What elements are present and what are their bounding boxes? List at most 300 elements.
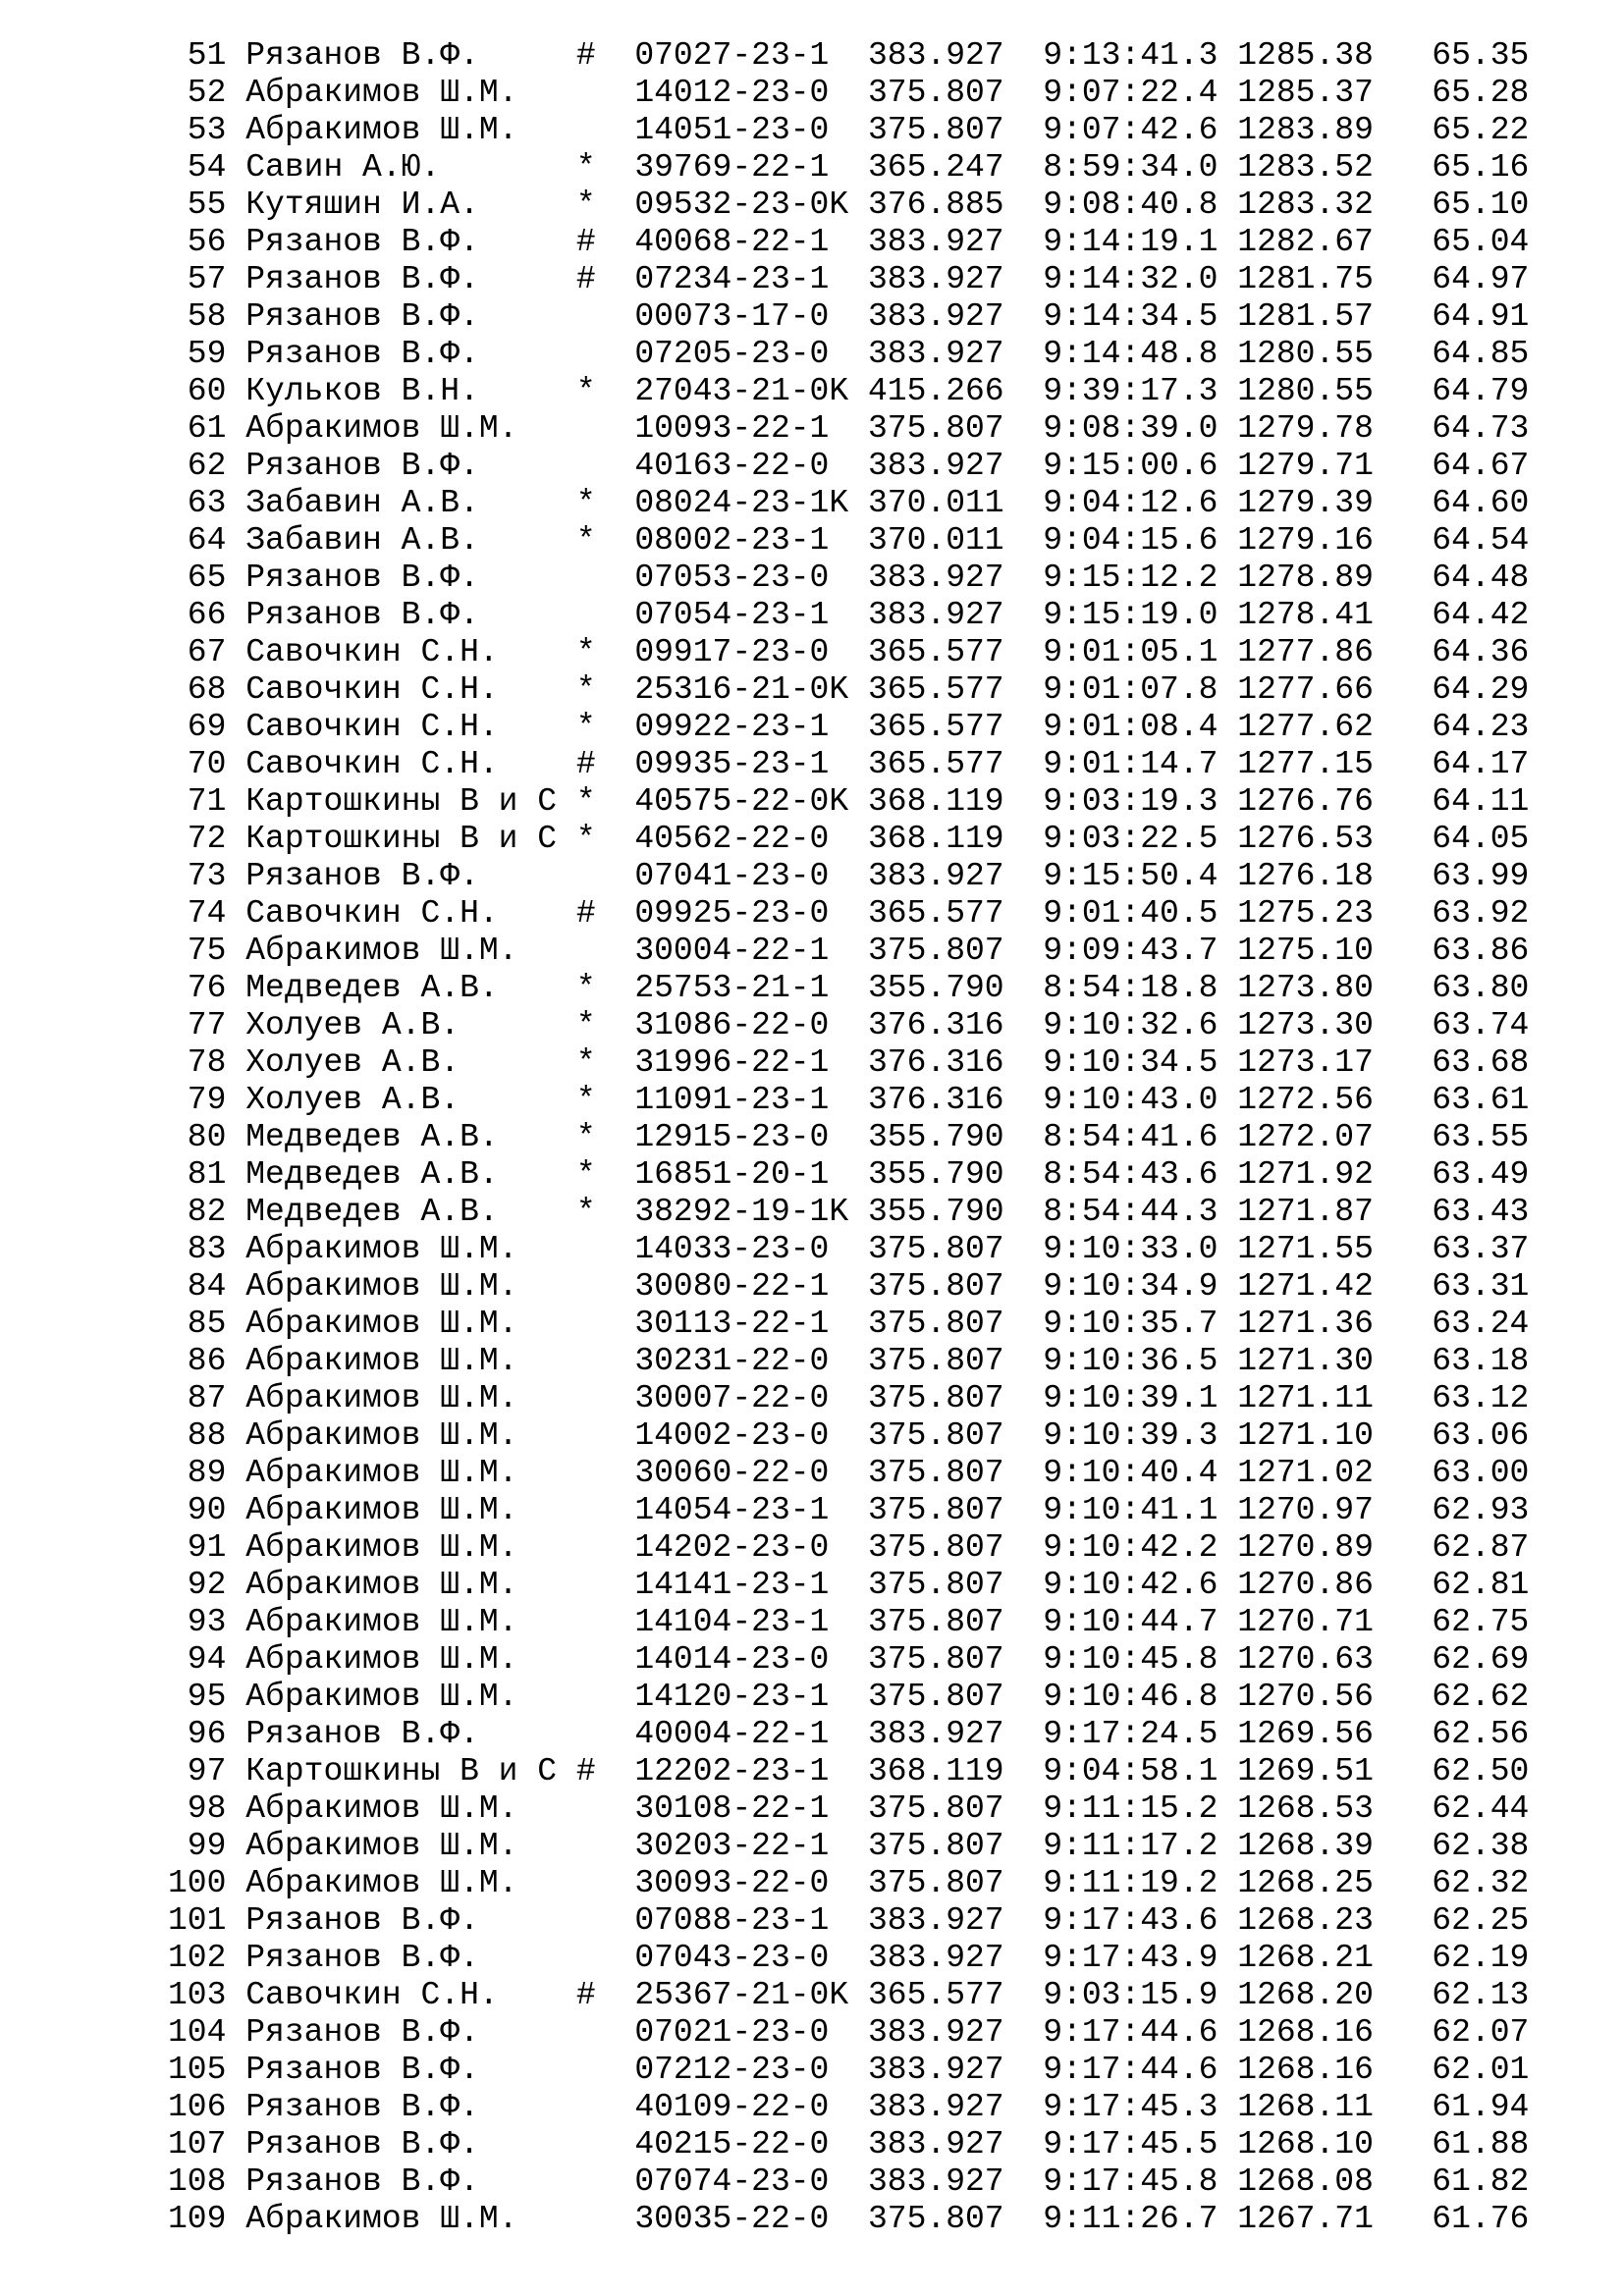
- cell-speed: 1277.66: [1237, 671, 1374, 708]
- table-row: [168, 858, 1529, 895]
- cell-distance: 375.807: [867, 1567, 1004, 1603]
- cell-mark: *: [575, 373, 596, 409]
- cell-distance: 368.119: [867, 821, 1004, 857]
- cell-distance: 375.807: [867, 1604, 1004, 1640]
- table-row: [168, 1194, 1529, 1231]
- table-row: [168, 1679, 1529, 1716]
- cell-distance: 375.807: [867, 1641, 1004, 1678]
- cell-ring: 30007-22-0: [634, 1380, 849, 1416]
- cell-time: 9:08:39.0: [1043, 410, 1218, 447]
- cell-mark: [576, 1417, 596, 1454]
- cell-place: 106: [168, 2089, 227, 2125]
- cell-speed: 1271.92: [1237, 1156, 1374, 1193]
- table-row: [168, 1306, 1529, 1343]
- cell-distance: 375.807: [867, 2201, 1004, 2237]
- table-row: [168, 112, 1529, 149]
- cell-place: 93: [168, 1604, 227, 1640]
- table-row: [168, 1343, 1529, 1380]
- cell-distance: 375.807: [867, 75, 1004, 111]
- cell-mark: #: [575, 261, 596, 297]
- cell-place: 85: [168, 1306, 227, 1342]
- cell-owner: Абракимов Ш.М.: [245, 2201, 558, 2237]
- cell-points: 64.67: [1412, 448, 1530, 484]
- table-row: [168, 2089, 1529, 2126]
- cell-owner: Картошкины В и С: [245, 783, 558, 820]
- table-row: [168, 970, 1529, 1007]
- cell-speed: 1268.20: [1237, 1977, 1374, 2013]
- cell-time: 9:15:50.4: [1043, 858, 1218, 894]
- cell-place: 78: [168, 1044, 227, 1081]
- cell-owner: Холуев А.В.: [245, 1082, 558, 1118]
- cell-points: 64.97: [1412, 261, 1530, 297]
- cell-distance: 383.927: [867, 597, 1004, 633]
- table-row: [168, 261, 1529, 298]
- cell-distance: 370.011: [867, 522, 1004, 559]
- cell-ring: 09925-23-0: [634, 895, 849, 932]
- cell-owner: Медведев А.В.: [245, 1119, 558, 1155]
- cell-time: 9:13:41.3: [1043, 37, 1218, 74]
- cell-mark: *: [575, 149, 596, 186]
- cell-place: 55: [168, 187, 227, 223]
- cell-distance: 383.927: [867, 1716, 1004, 1752]
- cell-owner: Савочкин С.Н.: [245, 634, 558, 670]
- cell-place: 79: [168, 1082, 227, 1118]
- cell-ring: 40068-22-1: [634, 224, 849, 260]
- table-row: [168, 1007, 1529, 1044]
- cell-speed: 1283.52: [1237, 149, 1374, 186]
- cell-points: 62.87: [1412, 1529, 1530, 1566]
- table-row: [168, 1529, 1529, 1567]
- cell-ring: 30060-22-0: [634, 1455, 849, 1491]
- cell-time: 9:39:17.3: [1043, 373, 1218, 409]
- table-row: [168, 298, 1529, 336]
- cell-time: 9:10:34.9: [1043, 1268, 1218, 1305]
- table-row: [168, 597, 1529, 634]
- cell-owner: Рязанов В.Ф.: [245, 2014, 558, 2051]
- cell-ring: 08024-23-1K: [634, 485, 849, 521]
- cell-time: 9:17:45.3: [1043, 2089, 1218, 2125]
- cell-mark: [576, 336, 596, 372]
- cell-distance: 375.807: [867, 1865, 1004, 1901]
- cell-mark: [576, 1679, 596, 1715]
- cell-distance: 383.927: [867, 2089, 1004, 2125]
- cell-speed: 1268.16: [1237, 2014, 1374, 2051]
- cell-mark: *: [575, 1007, 596, 1043]
- cell-distance: 383.927: [867, 2014, 1004, 2051]
- table-row: [168, 2201, 1529, 2238]
- cell-owner: Абракимов Ш.М.: [245, 1828, 558, 1864]
- cell-speed: 1268.53: [1237, 1790, 1374, 1827]
- table-row: [168, 1604, 1529, 1641]
- cell-points: 63.00: [1412, 1455, 1530, 1491]
- cell-owner: Рязанов В.Ф.: [245, 1716, 558, 1752]
- cell-distance: 383.927: [867, 560, 1004, 596]
- cell-points: 64.23: [1412, 709, 1530, 745]
- cell-place: 69: [168, 709, 227, 745]
- cell-ring: 25753-21-1: [634, 970, 849, 1006]
- cell-mark: *: [575, 1119, 596, 1155]
- cell-mark: #: [575, 895, 596, 932]
- cell-distance: 375.807: [867, 1679, 1004, 1715]
- cell-owner: Рязанов В.Ф.: [245, 336, 558, 372]
- cell-mark: [576, 2089, 596, 2125]
- cell-points: 64.54: [1412, 522, 1530, 559]
- cell-points: 64.60: [1412, 485, 1530, 521]
- cell-time: 8:54:43.6: [1043, 1156, 1218, 1193]
- table-row: [168, 1119, 1529, 1156]
- cell-time: 9:03:19.3: [1043, 783, 1218, 820]
- cell-speed: 1270.56: [1237, 1679, 1374, 1715]
- cell-ring: 16851-20-1: [634, 1156, 849, 1193]
- cell-distance: 376.885: [867, 187, 1004, 223]
- cell-distance: 383.927: [867, 1940, 1004, 1976]
- cell-mark: [576, 448, 596, 484]
- cell-owner: Абракимов Ш.М.: [245, 1641, 558, 1678]
- cell-owner: Абракимов Ш.М.: [245, 933, 558, 969]
- cell-distance: 383.927: [867, 1902, 1004, 1939]
- cell-points: 64.11: [1412, 783, 1530, 820]
- cell-place: 89: [168, 1455, 227, 1491]
- cell-points: 63.86: [1412, 933, 1530, 969]
- cell-mark: [576, 2126, 596, 2163]
- cell-time: 9:10:39.1: [1043, 1380, 1218, 1416]
- cell-speed: 1283.32: [1237, 187, 1374, 223]
- cell-speed: 1267.71: [1237, 2201, 1374, 2237]
- cell-time: 9:09:43.7: [1043, 933, 1218, 969]
- cell-distance: 376.316: [867, 1044, 1004, 1081]
- cell-distance: 375.807: [867, 410, 1004, 447]
- cell-distance: 375.807: [867, 1343, 1004, 1379]
- table-row: [168, 485, 1529, 522]
- cell-owner: Рязанов В.Ф.: [245, 224, 558, 260]
- cell-time: 9:17:45.8: [1043, 2163, 1218, 2200]
- cell-points: 65.04: [1412, 224, 1530, 260]
- cell-distance: 375.807: [867, 1455, 1004, 1491]
- cell-time: 9:04:15.6: [1043, 522, 1218, 559]
- cell-place: 103: [168, 1977, 227, 2013]
- cell-mark: #: [575, 37, 596, 74]
- cell-place: 96: [168, 1716, 227, 1752]
- cell-time: 9:04:12.6: [1043, 485, 1218, 521]
- cell-points: 63.12: [1412, 1380, 1530, 1416]
- cell-distance: 365.577: [867, 634, 1004, 670]
- cell-owner: Медведев А.В.: [245, 1194, 558, 1230]
- cell-mark: [576, 112, 596, 148]
- cell-distance: 365.247: [867, 149, 1004, 186]
- cell-time: 9:11:26.7: [1043, 2201, 1218, 2237]
- cell-points: 63.18: [1412, 1343, 1530, 1379]
- cell-speed: 1277.86: [1237, 634, 1374, 670]
- cell-time: 9:14:32.0: [1043, 261, 1218, 297]
- cell-speed: 1273.17: [1237, 1044, 1374, 1081]
- cell-place: 102: [168, 1940, 227, 1976]
- cell-ring: 08002-23-1: [634, 522, 849, 559]
- cell-owner: Забавин А.В.: [245, 522, 558, 559]
- cell-time: 9:14:34.5: [1043, 298, 1218, 335]
- cell-ring: 09917-23-0: [634, 634, 849, 670]
- cell-points: 63.68: [1412, 1044, 1530, 1081]
- cell-mark: *: [575, 1194, 596, 1230]
- cell-ring: 14120-23-1: [634, 1679, 849, 1715]
- cell-points: 62.07: [1412, 2014, 1530, 2051]
- cell-time: 9:10:41.1: [1043, 1492, 1218, 1528]
- cell-points: 62.32: [1412, 1865, 1530, 1901]
- cell-place: 104: [168, 2014, 227, 2051]
- table-row: [168, 1977, 1529, 2014]
- cell-place: 62: [168, 448, 227, 484]
- cell-points: 65.22: [1412, 112, 1530, 148]
- table-row: [168, 37, 1529, 75]
- cell-place: 87: [168, 1380, 227, 1416]
- cell-place: 67: [168, 634, 227, 670]
- cell-distance: 383.927: [867, 2052, 1004, 2088]
- cell-time: 9:04:58.1: [1043, 1753, 1218, 1789]
- cell-distance: 383.927: [867, 37, 1004, 74]
- cell-distance: 383.927: [867, 224, 1004, 260]
- cell-mark: *: [575, 1082, 596, 1118]
- cell-mark: [576, 1455, 596, 1491]
- cell-owner: Рязанов В.Ф.: [245, 298, 558, 335]
- cell-owner: Кутяшин И.А.: [245, 187, 558, 223]
- cell-ring: 14141-23-1: [634, 1567, 849, 1603]
- table-row: [168, 1231, 1529, 1268]
- cell-owner: Медведев А.В.: [245, 970, 558, 1006]
- cell-owner: Абракимов Ш.М.: [245, 1529, 558, 1566]
- cell-distance: 375.807: [867, 1306, 1004, 1342]
- cell-speed: 1268.25: [1237, 1865, 1374, 1901]
- cell-owner: Абракимов Ш.М.: [245, 1306, 558, 1342]
- cell-distance: 375.807: [867, 1492, 1004, 1528]
- table-row: [168, 1417, 1529, 1455]
- cell-time: 9:15:19.0: [1043, 597, 1218, 633]
- cell-time: 9:07:22.4: [1043, 75, 1218, 111]
- cell-points: 62.44: [1412, 1790, 1530, 1827]
- cell-owner: Рязанов В.Ф.: [245, 858, 558, 894]
- cell-speed: 1269.51: [1237, 1753, 1374, 1789]
- cell-points: 62.69: [1412, 1641, 1530, 1678]
- cell-speed: 1270.89: [1237, 1529, 1374, 1566]
- cell-ring: 14012-23-0: [634, 75, 849, 111]
- cell-distance: 368.119: [867, 783, 1004, 820]
- cell-place: 108: [168, 2163, 227, 2200]
- cell-ring: 00073-17-0: [634, 298, 849, 335]
- cell-mark: [576, 1940, 596, 1976]
- cell-distance: 415.266: [867, 373, 1004, 409]
- cell-speed: 1280.55: [1237, 373, 1374, 409]
- cell-distance: 383.927: [867, 336, 1004, 372]
- cell-mark: [576, 1380, 596, 1416]
- cell-points: 65.16: [1412, 149, 1530, 186]
- cell-points: 65.10: [1412, 187, 1530, 223]
- cell-place: 52: [168, 75, 227, 111]
- cell-time: 9:10:44.7: [1043, 1604, 1218, 1640]
- cell-ring: 40109-22-0: [634, 2089, 849, 2125]
- table-row: [168, 187, 1529, 224]
- cell-time: 9:10:39.3: [1043, 1417, 1218, 1454]
- cell-mark: *: [575, 634, 596, 670]
- cell-owner: Рязанов В.Ф.: [245, 2163, 558, 2200]
- cell-place: 97: [168, 1753, 227, 1789]
- cell-place: 58: [168, 298, 227, 335]
- cell-owner: Кульков В.Н.: [245, 373, 558, 409]
- table-row: [168, 1940, 1529, 1977]
- cell-mark: [576, 2201, 596, 2237]
- cell-owner: Савочкин С.Н.: [245, 671, 558, 708]
- cell-mark: [576, 1790, 596, 1827]
- table-row: [168, 75, 1529, 112]
- table-row: [168, 1902, 1529, 1940]
- cell-time: 9:11:17.2: [1043, 1828, 1218, 1864]
- cell-place: 105: [168, 2052, 227, 2088]
- cell-points: 63.43: [1412, 1194, 1530, 1230]
- table-row: [168, 410, 1529, 448]
- cell-speed: 1278.89: [1237, 560, 1374, 596]
- table-row: [168, 783, 1529, 821]
- cell-owner: Картошкины В и С: [245, 1753, 558, 1789]
- cell-distance: 375.807: [867, 1380, 1004, 1416]
- cell-speed: 1277.15: [1237, 746, 1374, 782]
- cell-mark: [576, 1306, 596, 1342]
- cell-points: 62.13: [1412, 1977, 1530, 2013]
- table-row: [168, 1044, 1529, 1082]
- cell-speed: 1273.30: [1237, 1007, 1374, 1043]
- cell-distance: 375.807: [867, 1790, 1004, 1827]
- table-row: [168, 2052, 1529, 2089]
- cell-points: 62.56: [1412, 1716, 1530, 1752]
- cell-mark: *: [575, 709, 596, 745]
- cell-ring: 14033-23-0: [634, 1231, 849, 1267]
- cell-owner: Холуев А.В.: [245, 1007, 558, 1043]
- cell-ring: 31996-22-1: [634, 1044, 849, 1081]
- cell-mark: *: [575, 783, 596, 820]
- cell-distance: 355.790: [867, 970, 1004, 1006]
- cell-owner: Рязанов В.Ф.: [245, 560, 558, 596]
- table-row: [168, 1790, 1529, 1828]
- cell-distance: 383.927: [867, 2163, 1004, 2200]
- cell-ring: 07053-23-0: [634, 560, 849, 596]
- cell-owner: Рязанов В.Ф.: [245, 2052, 558, 2088]
- cell-distance: 365.577: [867, 746, 1004, 782]
- cell-distance: 370.011: [867, 485, 1004, 521]
- cell-time: 9:17:43.6: [1043, 1902, 1218, 1939]
- cell-ring: 14202-23-0: [634, 1529, 849, 1566]
- cell-points: 61.94: [1412, 2089, 1530, 2125]
- cell-owner: Савочкин С.Н.: [245, 709, 558, 745]
- cell-place: 64: [168, 522, 227, 559]
- cell-owner: Абракимов Ш.М.: [245, 1380, 558, 1416]
- cell-mark: [576, 1567, 596, 1603]
- cell-time: 9:10:36.5: [1043, 1343, 1218, 1379]
- table-row: [168, 709, 1529, 746]
- table-row: [168, 1567, 1529, 1604]
- cell-ring: 25367-21-0K: [634, 1977, 849, 2013]
- table-row: [168, 1865, 1529, 1902]
- cell-place: 99: [168, 1828, 227, 1864]
- cell-distance: 375.807: [867, 1828, 1004, 1864]
- cell-place: 72: [168, 821, 227, 857]
- table-row: [168, 1716, 1529, 1753]
- cell-time: 9:10:45.8: [1043, 1641, 1218, 1678]
- cell-mark: [576, 2163, 596, 2200]
- cell-ring: 39769-22-1: [634, 149, 849, 186]
- cell-place: 70: [168, 746, 227, 782]
- table-row: [168, 1082, 1529, 1119]
- cell-speed: 1276.18: [1237, 858, 1374, 894]
- table-row: [168, 336, 1529, 373]
- cell-ring: 38292-19-1K: [634, 1194, 849, 1230]
- cell-owner: Рязанов В.Ф.: [245, 261, 558, 297]
- cell-speed: 1268.21: [1237, 1940, 1374, 1976]
- cell-ring: 07027-23-1: [634, 37, 849, 74]
- cell-place: 68: [168, 671, 227, 708]
- cell-ring: 40575-22-0K: [634, 783, 849, 820]
- cell-speed: 1281.75: [1237, 261, 1374, 297]
- cell-speed: 1270.86: [1237, 1567, 1374, 1603]
- cell-time: 9:10:42.6: [1043, 1567, 1218, 1603]
- cell-time: 9:17:24.5: [1043, 1716, 1218, 1752]
- cell-speed: 1271.11: [1237, 1380, 1374, 1416]
- cell-points: 63.31: [1412, 1268, 1530, 1305]
- cell-distance: 365.577: [867, 895, 1004, 932]
- cell-owner: Савочкин С.Н.: [245, 746, 558, 782]
- cell-ring: 09922-23-1: [634, 709, 849, 745]
- cell-ring: 25316-21-0K: [634, 671, 849, 708]
- cell-ring: 07043-23-0: [634, 1940, 849, 1976]
- cell-mark: [576, 1641, 596, 1678]
- cell-speed: 1283.89: [1237, 112, 1374, 148]
- cell-owner: Абракимов Ш.М.: [245, 410, 558, 447]
- cell-time: 8:54:44.3: [1043, 1194, 1218, 1230]
- cell-points: 65.35: [1412, 37, 1530, 74]
- cell-mark: #: [575, 746, 596, 782]
- cell-ring: 10093-22-1: [634, 410, 849, 447]
- table-row: [168, 933, 1529, 970]
- table-row: [168, 224, 1529, 261]
- cell-place: 57: [168, 261, 227, 297]
- cell-place: 77: [168, 1007, 227, 1043]
- cell-mark: [576, 1231, 596, 1267]
- cell-points: 64.79: [1412, 373, 1530, 409]
- cell-place: 100: [168, 1865, 227, 1901]
- cell-speed: 1268.11: [1237, 2089, 1374, 2125]
- cell-speed: 1278.41: [1237, 597, 1374, 633]
- cell-mark: [576, 1492, 596, 1528]
- cell-mark: [576, 2052, 596, 2088]
- cell-time: 9:14:48.8: [1043, 336, 1218, 372]
- cell-ring: 30035-22-0: [634, 2201, 849, 2237]
- cell-points: 62.93: [1412, 1492, 1530, 1528]
- cell-speed: 1271.36: [1237, 1306, 1374, 1342]
- cell-time: 9:17:44.6: [1043, 2052, 1218, 2088]
- table-row: [168, 1492, 1529, 1529]
- cell-place: 82: [168, 1194, 227, 1230]
- cell-place: 60: [168, 373, 227, 409]
- cell-place: 92: [168, 1567, 227, 1603]
- cell-time: 9:17:45.5: [1043, 2126, 1218, 2163]
- table-row: [168, 746, 1529, 783]
- cell-owner: Холуев А.В.: [245, 1044, 558, 1081]
- cell-owner: Картошкины В и С: [245, 821, 558, 857]
- cell-mark: [576, 1343, 596, 1379]
- table-row: [168, 2126, 1529, 2163]
- cell-points: 62.25: [1412, 1902, 1530, 1939]
- cell-ring: 14104-23-1: [634, 1604, 849, 1640]
- cell-speed: 1271.55: [1237, 1231, 1374, 1267]
- cell-mark: *: [575, 821, 596, 857]
- table-row: [168, 821, 1529, 858]
- cell-ring: 40163-22-0: [634, 448, 849, 484]
- cell-ring: 30203-22-1: [634, 1828, 849, 1864]
